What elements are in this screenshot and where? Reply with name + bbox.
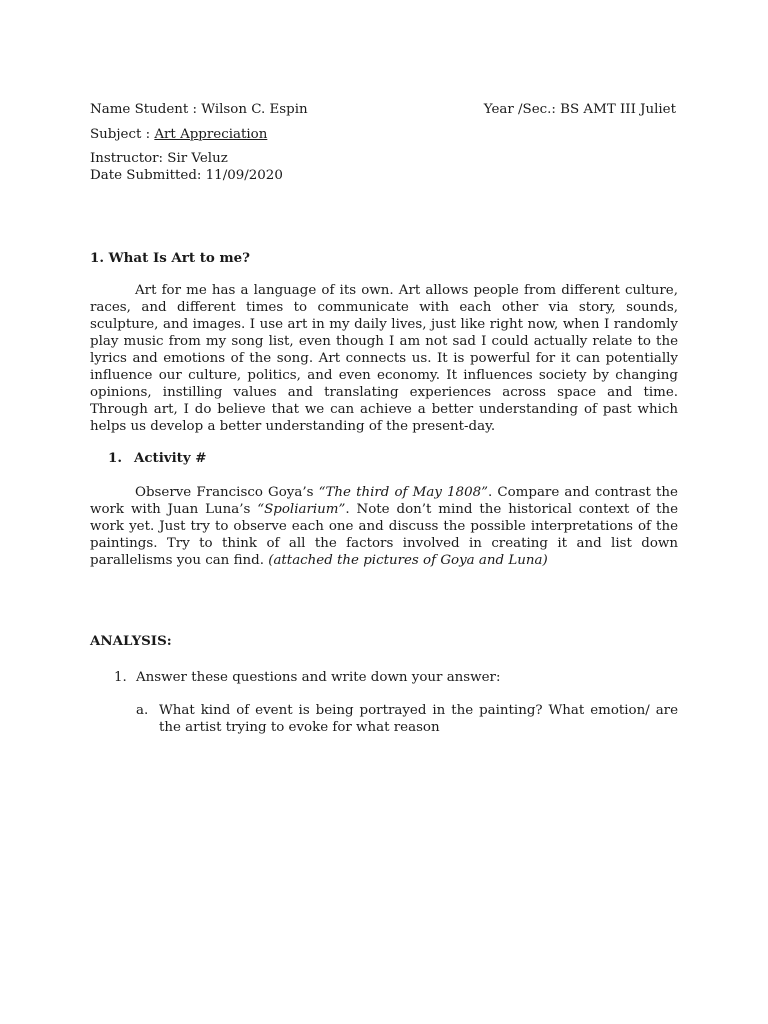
analysis-sub-letter: a. [136,703,149,718]
art-essay-paragraph: Art for me has a language of its own. Art allows people from different culture, races, and different times to communicate with each other via story, sounds, sculpture, and images. I use art in my daily lives, just like right now, when I randomly play music from my song list, even though I am not sad I could actually relate to the lyrics and emotions of the song. Art connects us. It is powerful for it can potentially influence our culture, politics, and even economy. It influences society by changing opinions, instilling values and translating experiences across space and time. Through art, I do believe that we can achieve a better understanding of past which helps us develop a better understanding of the present-day. [90,283,678,434]
date-submitted-line: Date Submitted: 11/09/2020 [90,168,283,183]
activity-title: Activity # [133,450,207,466]
subject-value: Art Appreciation [154,127,268,142]
analysis-heading: ANALYSIS: [90,633,172,649]
analysis-question-a: What kind of event is being portrayed in the painting? What emotion/ are the artist trying to evoke for what reason [159,703,678,735]
activity-text-1: Observe Francisco Goya’s [135,485,319,500]
activity-number: 1. [108,450,122,466]
activity-text-3: . Note don’t mind the historical context of the work yet. Just try to observe each one and discuss the possible interpretations of the paintings. Try to think of all the factors involved in creating it and list down parallelisms you can find. [90,502,678,568]
analysis-item-number: 1. [114,670,127,685]
attachment-note: (attached the pictures of Goya and Luna) [268,553,548,568]
section-heading-what-is-art: 1. What Is Art to me? [90,250,251,266]
luna-painting-title: “Spoliarium” [257,502,346,517]
activity-instructions [90,484,678,569]
year-section-label: Year /Sec.: [483,102,556,117]
student-name-label: Name Student [90,102,189,117]
subject-line [90,126,267,143]
instructor-line: Instructor: Sir Veluz [90,151,228,166]
year-section-value: BS AMT III Juliet [555,102,676,117]
student-name-value: Wilson C. Espin [201,102,308,117]
student-name-separator: : [188,102,202,117]
subject-label: Subject : [90,127,155,142]
activity-text-2: . Compare and contrast the work with Juan Luna’s [90,485,678,517]
activity-heading [108,450,207,467]
goya-painting-title: “The third of May 1808” [318,485,488,500]
year-section-line [484,101,676,118]
student-name-line [90,101,308,118]
analysis-item-text: Answer these questions and write down your answer: [136,670,501,685]
